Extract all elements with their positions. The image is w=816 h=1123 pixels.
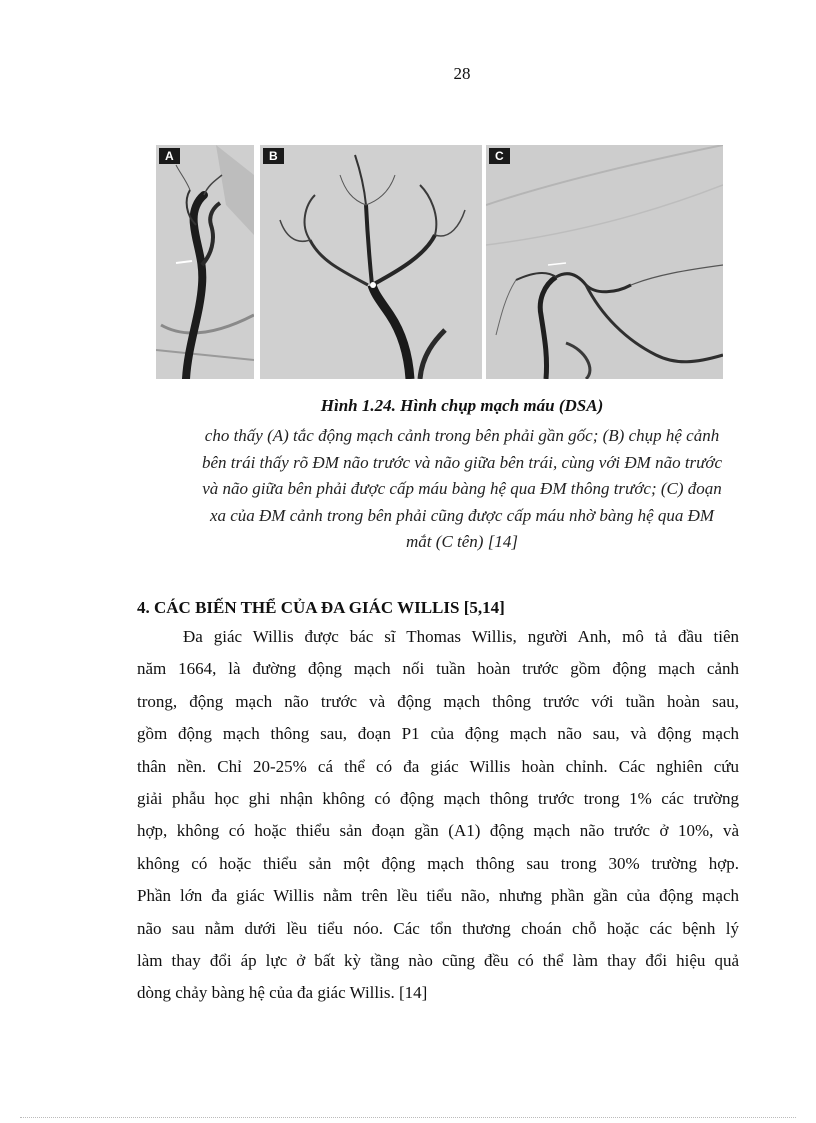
panel-label-a: A: [159, 148, 180, 164]
page-bottom-rule: [20, 1117, 796, 1118]
section-heading: 4. CÁC BIẾN THỂ CỦA ĐA GIÁC WILLIS [5,14]: [137, 598, 505, 617]
caption-line: cho thấy (A) tắc động mạch cảnh trong bên phải gần gốc; (B) chụp hệ cảnh: [204, 426, 720, 445]
panel-label-c: C: [489, 148, 510, 164]
caption-line: bên trái thấy rõ ĐM não trước và não giữa bên trái, cùng với ĐM não trước: [201, 452, 723, 472]
angiogram-image-a: [156, 145, 254, 379]
body-line: năm 1664, là đường động mạch nối tuần hoàn trước gồm động mạch cảnh: [137, 659, 739, 679]
section-body: [137, 621, 739, 1010]
figure-caption-title: Hình 1.24. Hình chụp mạch máu (DSA): [320, 396, 604, 415]
figure-caption-body: [128, 423, 796, 556]
body-line: trong, động mạch não trước và động mạch thông trước với tuần hoàn sau,: [137, 691, 739, 711]
body-line: dòng chảy bàng hệ của đa giác Willis. [14]: [137, 983, 428, 1003]
panel-label-b: B: [263, 148, 284, 164]
page-number: 28: [453, 64, 471, 83]
body-line: Phần lớn đa giác Willis nằm trên lều tiểu não, nhưng phần gần của động mạch: [137, 886, 739, 906]
body-line: thân nền. Chỉ 20-25% cá thể có đa giác Willis hoàn chỉnh. Các nghiên cứu: [137, 756, 739, 776]
angiogram-image-b: [260, 145, 482, 379]
angiogram-image-c: [486, 145, 723, 379]
body-line: Đa giác Willis được bác sĩ Thomas Willis, người Anh, mô tả đầu tiên: [183, 627, 739, 646]
body-line: hợp, không có hoặc thiểu sản đoạn gần (A1) động mạch não trước ở 10%, và: [137, 821, 739, 841]
body-line: giải phẫu học ghi nhận không có động mạch thông trước trong 1% các trường: [137, 789, 739, 809]
body-line: gồm động mạch thông sau, đoạn P1 của động mạch não sau, và động mạch: [137, 724, 739, 744]
body-line: không có hoặc thiểu sản một động mạch thông sau trong 30% trường hợp.: [137, 853, 739, 873]
caption-line: xa của ĐM cảnh trong bên phải cũng được cấp máu nhờ bàng hệ qua ĐM: [209, 505, 715, 525]
caption-line: và não giữa bên phải được cấp máu bàng hệ qua ĐM thông trước; (C) đoạn: [202, 479, 722, 498]
figure-panel-c: [486, 145, 723, 379]
figure-panel-b: [260, 145, 482, 379]
figure-panel-a: [156, 145, 254, 379]
caption-line: mắt (C tên) [14]: [406, 532, 518, 551]
dsa-figure: [156, 145, 723, 379]
body-line: làm thay đổi áp lực ở bất kỳ tầng nào cũng đều có thể làm thay đổi hiệu quả: [137, 951, 739, 971]
body-line: não sau nằm dưới lều tiểu nóo. Các tổn thương choán chỗ hoặc các bệnh lý: [137, 918, 739, 938]
